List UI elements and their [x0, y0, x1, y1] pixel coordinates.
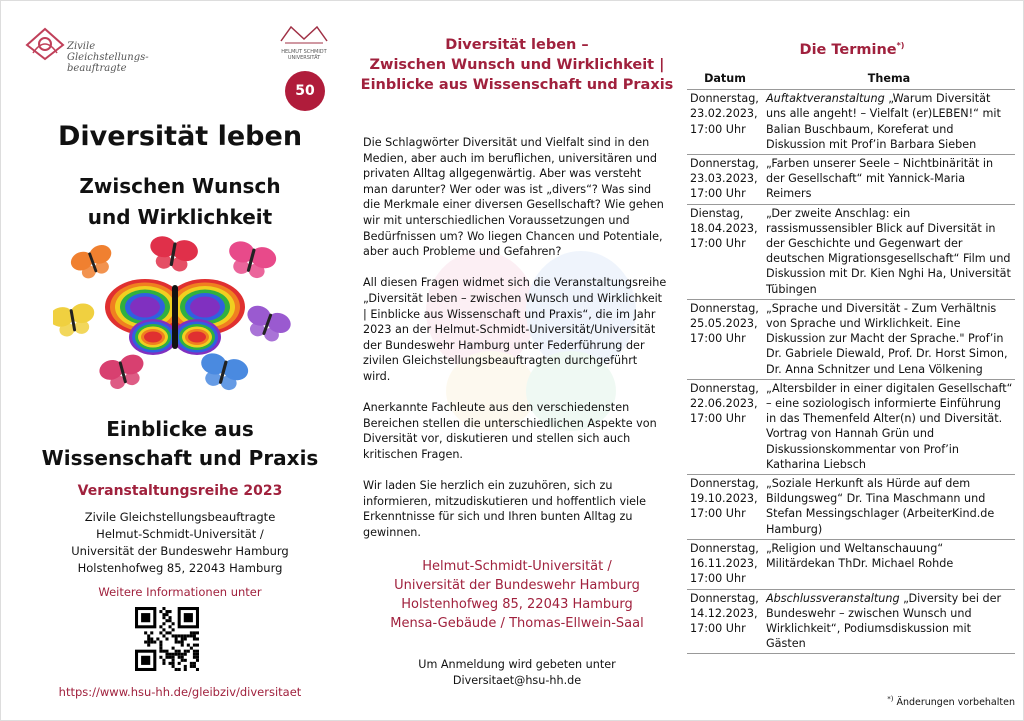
cover-subtitle [9, 171, 351, 233]
event-topic: „Warum Diversität uns alle angeht! – Vielfalt (er)LEBEN!“ mit Balian Buschbaum, Koreferat und Diskussion mit Prof’in Barbara Sieben [766, 92, 1001, 151]
intro-paragraph: All diesen Fragen widmet sich die Veranstaltungsreihe „Diversität leben – zwischen Wunsch und Wirklichkeit | Einblicke aus Wissenschaft und Praxis“, die im Jahr 2023 an der Helmut-Schmidt-Universität/Universität der Bundeswehr Hamburg unter Federführung der zivilen Gleichstellungsbeauftragten durchgeführt wird. [363, 276, 667, 383]
schedule-title-mark: *) [896, 41, 905, 50]
event-day: Donnerstag, [690, 157, 759, 171]
registration-block [357, 657, 677, 689]
venue-line: Helmut-Schmidt-Universität / [422, 559, 612, 574]
intro-title [357, 35, 677, 95]
event-date: 18.04.2023, [690, 221, 758, 235]
intro-title-line3: Einblicke aus Wissenschaft und Praxis [360, 77, 674, 93]
address-line: Helmut-Schmidt-Universität / [96, 527, 264, 541]
table-row [687, 379, 1015, 474]
event-date: 23.02.2023, [690, 107, 758, 121]
event-kind: Auftaktveranstaltung [766, 92, 885, 106]
event-date: 19.10.2023, [690, 492, 758, 506]
event-topic: „Farben unserer Seele – Nichtbinärität in der Gesellschaft“ mit Yannick-Maria Reimers [766, 157, 994, 201]
event-date: 16.11.2023, [690, 557, 758, 571]
event-date: 23.03.2023, [690, 172, 758, 186]
logo-text-line3: beauftragte [67, 63, 127, 74]
venue-block [357, 557, 677, 633]
event-day: Donnerstag, [690, 591, 759, 605]
table-row [687, 155, 1015, 205]
table-row [687, 475, 1015, 540]
series-label: Veranstaltungsreihe 2023 [77, 483, 283, 499]
gleichstellung-logo-icon [23, 25, 67, 63]
event-date-cell [687, 539, 763, 589]
cover-column [9, 17, 351, 717]
footnote-mark: *) [887, 695, 894, 703]
venue-line: Holstenhofweg 85, 22043 Hamburg [401, 597, 633, 612]
event-date-cell [687, 299, 763, 379]
organizer-address [9, 509, 351, 577]
intro-title-line2: Zwischen Wunsch und Wirklichkeit | [369, 57, 665, 73]
cover-tagline-line1: Einblicke aus [106, 417, 254, 441]
address-line: Universität der Bundeswehr Hamburg [71, 544, 289, 558]
small-butterfly [97, 352, 148, 393]
small-butterfly [68, 242, 117, 283]
event-topic-cell [763, 379, 1015, 474]
qr-code[interactable] [135, 607, 199, 671]
event-date: 14.12.2023, [690, 606, 758, 620]
event-topic-cell [763, 539, 1015, 589]
event-date-cell [687, 379, 763, 474]
event-topic-cell [763, 589, 1015, 654]
event-topic-cell [763, 155, 1015, 205]
address-line: Zivile Gleichstellungsbeauftragte [84, 510, 276, 524]
table-row [687, 90, 1015, 155]
hsu-logo-icon [279, 23, 329, 45]
intro-paragraph: Anerkannte Fachleute aus den verschiedensten Bereichen stellen die unterschiedlichen Aspekte von Diversität vor, diskutieren und stellen sich auch kritischen Fragen. [363, 401, 657, 461]
small-butterfly [53, 302, 98, 339]
cover-subtitle-line2: und Wirklichkeit [87, 205, 273, 229]
intro-column [357, 35, 677, 705]
hsu-logo-line2: UNIVERSITÄT [287, 55, 321, 61]
table-row [687, 539, 1015, 589]
event-day: Donnerstag, [690, 477, 759, 491]
event-topic: „Soziale Herkunft als Hürde auf dem Bildungsweg“ Dr. Tina Maschmann und Stefan Messingschlager (ArbeiterKind.de Hamburg) [766, 477, 995, 536]
event-topic-cell [763, 204, 1015, 299]
schedule-header-row [687, 69, 1015, 90]
event-date-cell [687, 90, 763, 155]
event-date: 22.06.2023, [690, 397, 758, 411]
event-time: 17:00 Uhr [690, 412, 746, 426]
cover-subtitle-line1: Zwischen Wunsch [79, 174, 281, 198]
event-topic-cell [763, 299, 1015, 379]
table-row [687, 589, 1015, 654]
table-row [687, 299, 1015, 379]
anniversary-badge: 50 [285, 71, 325, 111]
event-time: 17:00 Uhr [690, 507, 746, 521]
registration-email-link[interactable]: Diversitaet@hsu-hh.de [452, 674, 582, 687]
column-header-date: Datum [687, 69, 763, 90]
event-day: Donnerstag, [690, 381, 759, 395]
footnote-text: Änderungen vorbehalten [893, 697, 1015, 709]
event-date-cell [687, 475, 763, 540]
registration-text: Um Anmeldung wird gebeten unter [418, 658, 616, 671]
address-line: Holstenhofweg 85, 22043 Hamburg [77, 561, 283, 575]
cover-tagline-line2: Wissenschaft und Praxis [41, 446, 319, 470]
table-row [687, 204, 1015, 299]
event-day: Donnerstag, [690, 541, 759, 555]
footnote [687, 695, 1015, 708]
event-time: 17:00 Uhr [690, 621, 746, 635]
intro-paragraph: Die Schlagwörter Diversität und Vielfalt sind in den Medien, aber auch im beruflichen, universitären und privaten Alltag allgegenwärtig. Aber was versteht man darunter? Wer oder was ist „divers“? Was sind die Merkmale einer diversen Gesellschaft? Wie gehen wir mit unterschiedlichen Voraussetzungen und Bedürfnissen um? Wo liegen Chancen und Potentiale, aber auch Probleme und Gefahren? [363, 136, 664, 259]
event-topic-cell [763, 475, 1015, 540]
gleichstellung-logo [23, 25, 153, 74]
hsu-logo-line1: HELMUT SCHMIDT [281, 49, 327, 55]
schedule-title [687, 41, 1017, 58]
small-butterfly [196, 351, 251, 394]
event-day: Donnerstag, [690, 301, 759, 315]
event-topic: „Altersbilder in einer digitalen Gesellschaft“ – eine soziologisch informierte Einführung in das Themenfeld Alter(n) und Diversität. Vortrag von Hannah Grün und Diskussionskommentar von Prof’in Katharina Liebsch [766, 381, 1013, 471]
schedule-table [687, 69, 1015, 654]
event-kind: Abschlussveranstaltung [766, 591, 900, 605]
event-time: 17:00 Uhr [690, 237, 746, 251]
intro-paragraph: Wir laden Sie herzlich ein zuzuhören, sich zu informieren, mitzudiskutieren und hoffentlich viele Erkenntnisse für sich und Ihren bunten Alltag zu gewinnen. [363, 479, 647, 539]
more-info-label: Weitere Informationen unter [98, 585, 262, 599]
event-time: 17:00 Uhr [690, 572, 746, 586]
venue-line: Mensa-Gebäude / Thomas-Ellwein-Saal [390, 616, 644, 631]
rainbow-butterfly [105, 279, 245, 355]
event-topic: „Diversity bei der Bundeswehr – zwischen Wunsch und Wirklichkeit“, Podiumsdiskussion mit Gästen [766, 591, 1002, 651]
event-date: 25.05.2023, [690, 317, 758, 331]
event-time: 17:00 Uhr [690, 187, 746, 201]
venue-line: Universität der Bundeswehr Hamburg [394, 578, 640, 593]
small-butterfly [241, 303, 293, 347]
cover-title: Diversität leben [57, 121, 303, 152]
event-topic: „Religion und Weltanschauung“ Militärdekan ThDr. Michael Rohde [766, 541, 954, 571]
event-topic: „Sprache und Diversität - Zum Verhältnis von Sprache und Wirklichkeit. Eine Diskussion zur Macht der Sprache." Prof’in Dr. Gabriele Diewald, Prof. Dr. Horst Simon, Dr. Anna Schnitzer und Lena Völkening [766, 301, 1008, 376]
event-day: Donnerstag, [690, 92, 759, 106]
event-topic: „Der zweite Anschlag: ein rassismussensibler Blick auf Diversität in der Geschichte und Gegenwart der deutschen Migrationsgesellschaft“ Film und Diskussion mit Dr. Kien Nghi Ha, Universität Tübingen [766, 206, 1011, 296]
cover-tagline [9, 415, 351, 473]
event-day: Dienstag, [690, 206, 744, 220]
schedule-column [687, 41, 1017, 709]
butterflies-illustration [53, 233, 293, 403]
logo-text-line2: Gleichstellungs- [67, 52, 149, 63]
event-date-cell [687, 155, 763, 205]
event-date-cell [687, 589, 763, 654]
event-time: 17:00 Uhr [690, 122, 746, 136]
column-header-topic: Thema [763, 69, 1015, 90]
event-time: 17:00 Uhr [690, 332, 746, 346]
intro-title-line1: Diversität leben – [445, 37, 589, 53]
schedule-title-text: Die Termine [799, 41, 897, 58]
hsu-logo [275, 23, 333, 63]
small-butterfly [147, 234, 200, 274]
logo-text-line1: Zivile [67, 41, 96, 52]
info-url-link[interactable]: https://www.hsu-hh.de/gleibziv/diversitaet [58, 685, 302, 699]
event-date-cell [687, 204, 763, 299]
intro-text [363, 135, 667, 556]
small-butterfly [224, 239, 279, 282]
event-topic-cell [763, 90, 1015, 155]
